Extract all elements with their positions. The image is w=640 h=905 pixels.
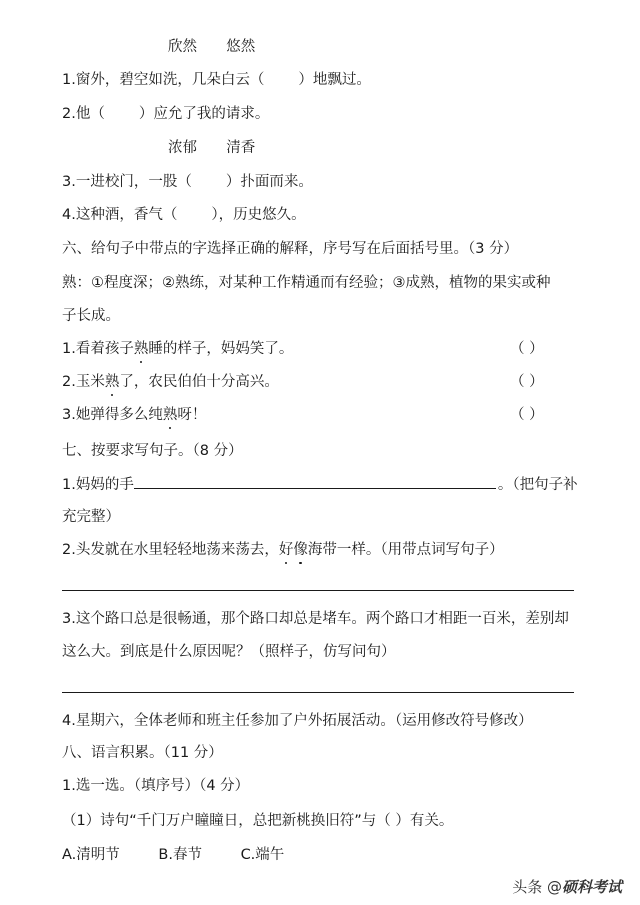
option-b: B.春节 — [158, 847, 202, 863]
answer-paren-1[interactable]: （ ） — [510, 341, 544, 357]
watermark — [512, 876, 622, 897]
option-a: A.清明节 — [62, 847, 120, 863]
section-7-q2: 2.头发就在水里轻轻地荡来荡去，好像海带一样。（用带点词写句子） — [62, 542, 504, 558]
section-6-title: 六、给句子中带点的字选择正确的解释，序号写在后面括号里。（3 分） — [62, 241, 519, 257]
section-7-q4: 4.星期六，全体老师和班主任参加了户外拓展活动。（运用修改符号修改） — [62, 713, 533, 729]
word-choice: 欣然 — [168, 39, 197, 55]
answer-paren-3[interactable]: （ ） — [510, 407, 544, 423]
definition-line-1: 熟：①程度深；②熟练，对某种工作精通而有经验；③成熟，植物的果实或种 — [62, 275, 551, 291]
section-7-q3-line1: 3.这个路口总是很畅通，那个路口却总是堵车。两个路口才相距一百米，差别却 — [62, 611, 569, 627]
answer-underline[interactable] — [134, 474, 496, 489]
section-7-title: 七、按要求写句子。（8 分） — [62, 443, 243, 459]
section-8-title: 八、语言积累。（11 分） — [62, 745, 223, 761]
word-choice: 悠然 — [226, 39, 256, 55]
watermark-name: 硕科考试 — [561, 878, 622, 896]
answer-line[interactable] — [62, 692, 574, 693]
answer-line[interactable] — [62, 590, 574, 591]
word-choice: 浓郁 — [168, 140, 197, 156]
section-6-item-1: 1.看着孩子熟睡的样子，妈妈笑了。 — [62, 341, 294, 357]
section-7-q1-continued: 充完整） — [62, 509, 120, 525]
watermark-prefix: 头条 @ — [512, 878, 562, 896]
answer-paren-2[interactable]: （ ） — [510, 374, 544, 390]
dotted-char: 熟 — [162, 407, 178, 423]
section-6-item-3: 3.她弹得多么纯熟呀！ — [62, 407, 207, 423]
word-choices-1 — [168, 37, 255, 57]
section-7-q1: 1.妈妈的手 。（把句子补 — [62, 474, 578, 495]
fill-blank-item-2: 2.他（ ）应允了我的请求。 — [62, 106, 270, 122]
word-choices-2 — [168, 138, 255, 158]
word-choice: 清香 — [226, 140, 256, 156]
section-8-options — [62, 845, 318, 865]
section-7-q3-line2: 这么大。到底是什么原因呢？（照样子，仿写问句） — [62, 644, 396, 660]
definition-line-2: 子长成。 — [62, 308, 120, 324]
section-8-sub1: 1.选一选。（填序号）（4 分） — [62, 778, 250, 794]
dotted-char: 好 — [278, 542, 294, 558]
fill-blank-item-3: 3.一进校门，一股（ ）扑面而来。 — [62, 174, 313, 190]
dotted-char: 像 — [293, 542, 308, 558]
section-8-q1: （1）诗句“千门万户瞳瞳日，总把新桃换旧符”与（ ）有关。 — [62, 813, 454, 829]
dotted-char: 熟 — [104, 374, 120, 390]
fill-blank-item-4: 4.这种酒，香气（ ），历史悠久。 — [62, 207, 306, 223]
fill-blank-item-1: 1.窗外，碧空如洗，几朵白云（ ）地飘过。 — [62, 72, 371, 88]
option-c: C.端午 — [240, 847, 285, 863]
section-6-item-2: 2.玉米熟了，农民伯伯十分高兴。 — [62, 374, 279, 390]
dotted-char: 熟 — [133, 341, 149, 357]
